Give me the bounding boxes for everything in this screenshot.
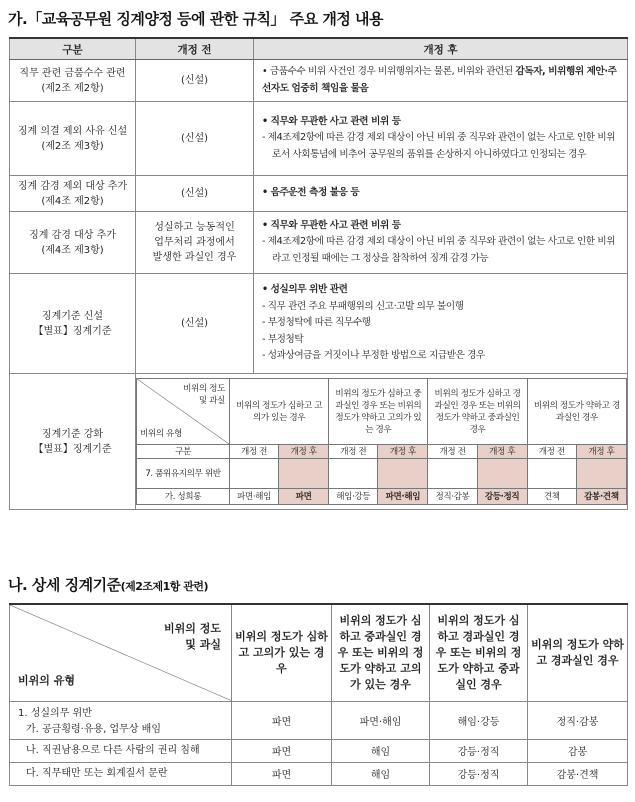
inner-empty-cell <box>576 459 626 489</box>
after-bold-text: 감독자, 비위행위 제안·주선자도 엄중히 책임을 물음 <box>262 66 617 94</box>
category-line: 징계기준 강화 <box>41 428 104 440</box>
row-after <box>254 274 628 374</box>
category-line: (제2조 제3항) <box>41 140 104 152</box>
inner-type-row: 7. 품위유지의무 위반 <box>137 459 230 489</box>
inner-before-label: 개정 전 <box>329 445 378 459</box>
col-header-1: 비위의 정도가 심하고 고의가 있는 경우 <box>232 604 332 701</box>
revision-row <box>10 274 628 374</box>
value-cell: 정직·감봉 <box>528 701 628 739</box>
group-row <box>10 701 628 739</box>
table-row <box>10 762 628 785</box>
inner-corner-type: 비위의 유형 <box>140 429 182 439</box>
col-header-3: 비위의 정도가 심하고 경과실인 경우 또는 비위의 정도가 약하고 중과실인 경우 <box>430 604 528 701</box>
inner-sub-label: 구분 <box>137 445 230 459</box>
after-sub-item: - 부정청탁 <box>262 333 304 345</box>
row-before <box>136 102 254 176</box>
category-line: (제2조 제2항) <box>41 82 104 94</box>
inner-empty-cell <box>329 459 378 489</box>
category-line: 징계 감경 대상 추가 <box>29 229 116 241</box>
before-line: 성실하고 능동적인 <box>154 222 235 233</box>
revision-row <box>10 212 628 274</box>
revision-row <box>10 102 628 176</box>
after-sub-item: - 부정청탁에 따른 직무수행 <box>262 317 371 329</box>
strengthen-inner-table <box>136 378 627 505</box>
inner-col-header-2: 비위의 정도가 심하고 중과실인 경우 또는 비위의 정도가 약하고 고의가 있는 경우 <box>329 379 428 445</box>
inner-value-cell: 해임·강등 <box>329 489 378 505</box>
inner-empty-cell <box>279 459 329 489</box>
after-item <box>262 185 621 202</box>
value-cell: 파면 <box>232 762 332 785</box>
value-cell: 강등·정직 <box>430 762 528 785</box>
header-before: 개정 전 <box>136 38 254 60</box>
after-sub-item: - 제4조제2항에 따른 감경 제외 대상이 아닌 비위 중 직무와 관련이 없는 사고로 인한 비위라고 인정될 때에는 그 정상을 참착하여 징계 감경 가능 <box>262 236 616 264</box>
inner-item-label: 가. 성희롱 <box>137 489 230 505</box>
before-line: (신설) <box>180 75 209 86</box>
inner-col-header-4: 비위의 정도가 약하고 경과실인 경우 <box>527 379 626 445</box>
row-before <box>136 212 254 274</box>
inner-value-cell: 파면·해임 <box>378 489 428 505</box>
inner-after-label: 개정 후 <box>378 445 428 459</box>
before-line: (신설) <box>180 133 209 144</box>
value-cell: 파면 <box>232 701 332 739</box>
inner-value-cell: 감봉·견책 <box>576 489 626 505</box>
row-before <box>136 60 254 102</box>
inner-corner-cell <box>137 379 230 445</box>
category-line: 【별표】징계기준 <box>33 443 112 455</box>
row-after <box>254 102 628 176</box>
revision-row <box>10 60 628 102</box>
inner-col-header-1: 비위의 정도가 심하고 고의가 있는 경우 <box>229 379 328 445</box>
detail-standard-table <box>9 603 628 786</box>
col-header-4: 비위의 정도가 약하고 경과실인 경우 <box>528 604 628 701</box>
corner-type-label: 비위의 유형 <box>18 673 75 687</box>
section-b-title: 나. 상세 징계기준(제2조제1항 관련) <box>8 576 209 594</box>
inner-value-cell: 강등·정직 <box>477 489 527 505</box>
inner-before-label: 개정 전 <box>229 445 278 459</box>
inner-empty-cell <box>527 459 576 489</box>
inner-before-label: 개정 전 <box>428 445 477 459</box>
inner-empty-cell <box>477 459 527 489</box>
after-bold-text: • 직무와 무관한 사고 관련 비위 등 <box>262 115 401 127</box>
after-bold-text: • 음주운전 측정 불응 등 <box>262 187 360 199</box>
after-item <box>262 218 621 235</box>
category-line: (제4조 제3항) <box>41 244 104 256</box>
section-a-title: 가.「교육공무원 징계양정 등에 관한 규칙」 주요 개정 내용 <box>8 10 384 28</box>
header-after: 개정 후 <box>254 38 628 60</box>
inner-after-label: 개정 후 <box>576 445 626 459</box>
row-category <box>10 274 136 374</box>
value-cell: 감봉·견책 <box>528 762 628 785</box>
group-label: 1. 성실의무 위반 <box>18 707 92 719</box>
row-label: 다. 직무태만 또는 회계질서 문란 <box>26 767 168 779</box>
row-before <box>136 274 254 374</box>
row-category <box>10 102 136 176</box>
inner-col-header-3: 비위의 정도가 심하고 경과실인 경우 또는 비위의 정도가 약하고 중과실인 경우 <box>428 379 527 445</box>
after-sub-item: - 직무 관련 주요 부패행위의 신고·고발 의무 불이행 <box>262 300 464 312</box>
value-cell: 파면·해임 <box>332 701 430 739</box>
inner-value-cell: 파면 <box>279 489 329 505</box>
strengthen-detail-cell <box>136 374 628 510</box>
row-category <box>10 212 136 274</box>
after-sub-item: - 제4조제2항에 따른 감경 제외 대상이 아닌 비위 중 직무와 관련이 없는 사고로 인한 비위로서 사회통념에 비추어 공무원의 품위를 손상하지 아니하였다고 인정되는 경우 <box>262 132 616 160</box>
category-line: 직무 관련 금품수수 관련 <box>19 67 126 79</box>
after-bold-text: • 직무와 무관한 사고 관련 비위 등 <box>262 219 401 231</box>
inner-value-cell: 견책 <box>527 489 576 505</box>
category-line: 징계기준 신설 <box>41 310 104 322</box>
row-category <box>10 60 136 102</box>
category-line: (제4조 제2항) <box>41 195 104 207</box>
after-item <box>262 282 621 299</box>
row-label-cell <box>10 762 232 785</box>
row-category <box>10 374 136 510</box>
before-line: (신설) <box>180 188 209 199</box>
row-label-cell <box>10 739 232 762</box>
value-cell: 해임·강등 <box>430 701 528 739</box>
col-header-2: 비위의 정도가 심하고 중과실인 경우 또는 비위의 정도가 약하고 고의가 있는 경우 <box>332 604 430 701</box>
after-item <box>262 64 621 97</box>
revision-table <box>9 37 628 510</box>
row-after <box>254 60 628 102</box>
row-after <box>254 176 628 212</box>
value-cell: 감봉 <box>528 739 628 762</box>
after-item <box>262 114 621 131</box>
inner-empty-cell <box>428 459 477 489</box>
row-after <box>254 212 628 274</box>
inner-value-cell: 파면·해임 <box>229 489 278 505</box>
category-line: 징계 의결 제외 사유 신설 <box>17 125 128 137</box>
table-row <box>10 739 628 762</box>
after-text: • 금품수수 비위 사건인 경우 비위행위자는 물론, 비위와 관련된 <box>262 66 516 77</box>
revision-row-strengthen <box>10 374 628 510</box>
header-category: 구분 <box>10 38 136 60</box>
after-bold-text: • 성실의무 위반 관련 <box>262 284 348 296</box>
group-row-cell <box>10 701 232 739</box>
inner-after-label: 개정 후 <box>279 445 329 459</box>
after-sub-item: - 성과상여금을 거짓이나 부정한 방법으로 지급받은 경우 <box>262 350 485 362</box>
row-label: 나. 직권남용으로 다른 사람의 권리 침해 <box>26 744 200 756</box>
inner-corner-degree: 비위의 정도 및 과실 <box>183 384 225 406</box>
row-before <box>136 176 254 212</box>
before-line: (신설) <box>180 318 209 329</box>
inner-after-label: 개정 후 <box>477 445 527 459</box>
corner-degree-label: 비위의 정도 및 과실 <box>164 622 221 651</box>
corner-cell <box>10 604 232 701</box>
value-cell: 강등·정직 <box>430 739 528 762</box>
revision-row <box>10 176 628 212</box>
inner-value-cell: 정직·감봉 <box>428 489 477 505</box>
before-line: 업무처리 과정에서 <box>154 237 235 248</box>
inner-empty-cell <box>378 459 428 489</box>
value-cell: 파면 <box>232 739 332 762</box>
category-line: 징계 감경 제외 대상 추가 <box>17 180 128 192</box>
row-label: 가. 공금횡령·유용, 업무상 배임 <box>26 723 161 735</box>
category-line: 【별표】징계기준 <box>33 325 112 337</box>
inner-empty-cell <box>229 459 278 489</box>
inner-before-label: 개정 전 <box>527 445 576 459</box>
value-cell: 해임 <box>332 762 430 785</box>
value-cell: 해임 <box>332 739 430 762</box>
before-line: 발생한 과실인 경우 <box>152 252 237 263</box>
row-category <box>10 176 136 212</box>
